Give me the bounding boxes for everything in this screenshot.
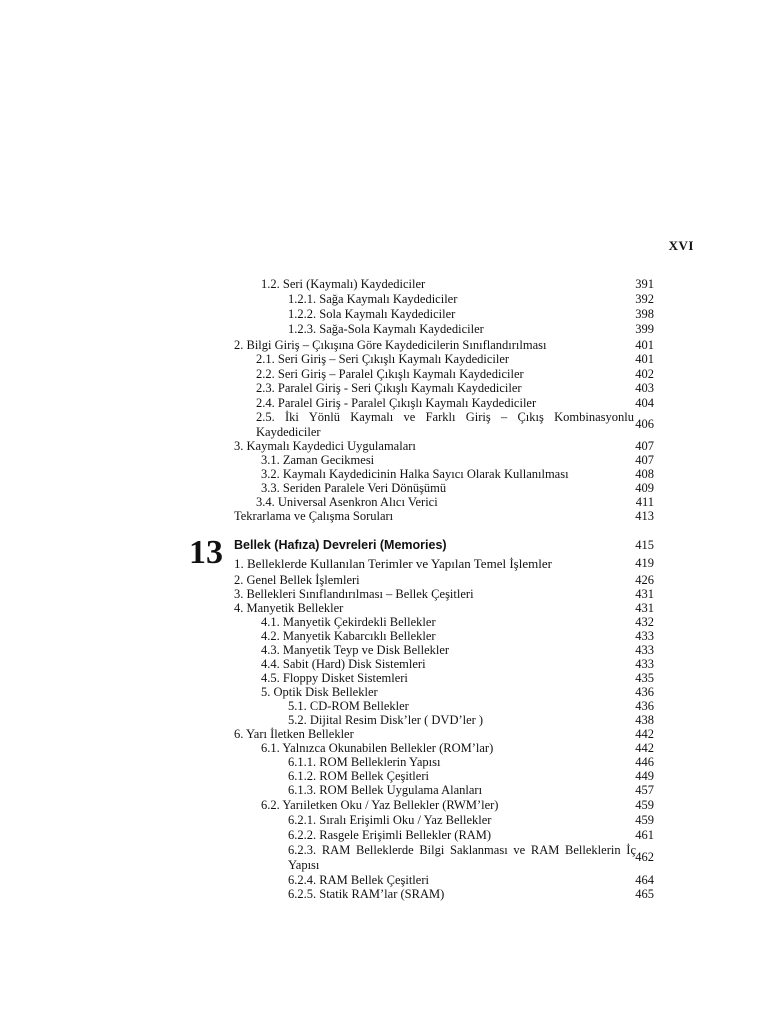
toc-entry xyxy=(0,277,768,292)
page-number: XVI xyxy=(668,238,694,253)
toc-entry-page: 449 xyxy=(635,769,654,783)
toc-entry-title: 6. Yarı İletken Bellekler xyxy=(234,727,354,741)
toc-entry xyxy=(0,657,768,672)
toc-entry xyxy=(0,873,768,888)
toc-entry-title: 6.2.1. Sıralı Erişimli Oku / Yaz Bellekler xyxy=(288,813,492,827)
toc-entry xyxy=(0,783,768,798)
toc-entry-title: 6.2.4. RAM Bellek Çeşitleri xyxy=(288,873,429,887)
chapter-title: Bellek (Hafıza) Devreleri (Memories) xyxy=(234,538,447,552)
toc-entry xyxy=(0,671,768,686)
toc-entry-title: 1.2.2. Sola Kaymalı Kaydediciler xyxy=(288,307,456,321)
toc-entry-page: 392 xyxy=(635,292,654,306)
toc-entry xyxy=(0,509,768,524)
toc-entry-page: 462 xyxy=(635,850,654,864)
toc-entry xyxy=(0,381,768,396)
toc-entry-page: 391 xyxy=(635,277,654,291)
toc-entry xyxy=(0,813,768,828)
toc-entry-page: 442 xyxy=(635,741,654,755)
toc-entry-title: 6.2. Yarıiletken Oku / Yaz Bellekler (RWM’ler) xyxy=(261,798,499,812)
toc-entry xyxy=(0,828,768,843)
toc-entry-title: 1. Belleklerde Kullanılan Terimler ve Yapılan Temel İşlemler xyxy=(234,556,552,571)
toc-entry-title: 2.2. Seri Giriş – Paralel Çıkışlı Kaymalı Kaydediciler xyxy=(256,367,524,381)
toc-entry xyxy=(0,741,768,756)
toc-entry xyxy=(0,685,768,700)
toc-entry-title: 2.3. Paralel Giriş - Seri Çıkışlı Kaymalı Kaydediciler xyxy=(256,381,522,395)
toc-entry-page: 446 xyxy=(635,755,654,769)
toc-entry-title: 4.5. Floppy Disket Sistemleri xyxy=(261,671,408,685)
toc-entry-page: 438 xyxy=(635,713,654,727)
toc-entry-title: 1.2.1. Sağa Kaymalı Kaydediciler xyxy=(288,292,458,306)
toc-entry-title: Tekrarlama ve Çalışma Soruları xyxy=(234,509,394,523)
toc-entry-title: 4. Manyetik Bellekler xyxy=(234,601,344,615)
toc-entry-page: 409 xyxy=(635,481,654,495)
toc-entry-page: 442 xyxy=(635,727,654,741)
toc-entry-page: 433 xyxy=(635,643,654,657)
toc-entry-page: 435 xyxy=(635,671,654,685)
toc-entry-page: 419 xyxy=(635,556,654,570)
toc-entry-title: 2. Bilgi Giriş – Çıkışına Göre Kaydedicilerin Sınıflandırılması xyxy=(234,338,547,352)
toc-entry-title: 6.1.2. ROM Bellek Çeşitleri xyxy=(288,769,429,783)
toc-entry xyxy=(0,292,768,307)
toc-entry xyxy=(0,587,768,602)
toc-entry xyxy=(0,887,768,902)
toc-entry-page: 436 xyxy=(635,699,654,713)
toc-entry-page: 433 xyxy=(635,629,654,643)
toc-entry-title: 2.4. Paralel Giriş - Paralel Çıkışlı Kaymalı Kaydediciler xyxy=(256,396,537,410)
toc-entry-page: 411 xyxy=(635,495,654,509)
toc-entry-page: 401 xyxy=(635,352,654,366)
toc-entry-title: 5. Optik Disk Bellekler xyxy=(261,685,378,699)
toc-entry xyxy=(0,727,768,742)
toc-entry xyxy=(0,573,768,588)
toc-entry xyxy=(0,755,768,770)
toc-entry-page: 408 xyxy=(635,467,654,481)
chapter-title-row xyxy=(0,538,768,553)
toc-entry xyxy=(0,601,768,616)
toc-entry-page: 403 xyxy=(635,381,654,395)
toc-entry-title: 3.4. Universal Asenkron Alıcı Verici xyxy=(256,495,438,509)
toc-entry-page: 407 xyxy=(635,439,654,453)
toc-entry-title: 3. Bellekleri Sınıflandırılması – Bellek Çeşitleri xyxy=(234,587,474,601)
toc-entry xyxy=(0,843,768,873)
toc-entry-page: 432 xyxy=(635,615,654,629)
toc-entry xyxy=(0,322,768,337)
toc-entry-page: 433 xyxy=(635,657,654,671)
toc-entry-title: 3.1. Zaman Gecikmesi xyxy=(261,453,375,467)
toc-entry-page: 399 xyxy=(635,322,654,336)
toc-entry-title: 6.1.3. ROM Bellek Uygulama Alanları xyxy=(288,783,483,797)
toc-entry-title: 2.5. İki Yönlü Kaymalı ve Farklı Giriş – Çıkış Kombinasyonlu Kaydediciler xyxy=(256,410,634,439)
toc-entry-page: 464 xyxy=(635,873,654,887)
toc-entry xyxy=(0,467,768,482)
toc-entry xyxy=(0,481,768,496)
toc-entry-page: 415 xyxy=(635,538,654,552)
toc-entry xyxy=(0,798,768,813)
toc-entry-title: 6.1.1. ROM Belleklerin Yapısı xyxy=(288,755,441,769)
toc-entry-title: 5.1. CD-ROM Bellekler xyxy=(288,699,409,713)
toc-entry-title: 4.1. Manyetik Çekirdekli Bellekler xyxy=(261,615,436,629)
toc-entry-title: 2. Genel Bellek İşlemleri xyxy=(234,573,360,587)
toc-entry-title: 3.3. Seriden Paralele Veri Dönüşümü xyxy=(261,481,447,495)
toc-entry xyxy=(0,352,768,367)
toc-entry-page: 461 xyxy=(635,828,654,842)
toc-entry xyxy=(0,367,768,382)
toc-entry-title: 6.2.5. Statik RAM’lar (SRAM) xyxy=(288,887,445,901)
toc-entry-title: 4.4. Sabit (Hard) Disk Sistemleri xyxy=(261,657,426,671)
toc-entry xyxy=(0,699,768,714)
toc-entry-title: 1.2.3. Sağa-Sola Kaymalı Kaydediciler xyxy=(288,322,484,336)
toc-entry-page: 398 xyxy=(635,307,654,321)
toc-entry-page: 401 xyxy=(635,338,654,352)
toc-entry xyxy=(0,396,768,411)
toc-entry-title: 6.2.3. RAM Belleklerde Bilgi Saklanması ve RAM Belleklerin İç Yapısı xyxy=(288,843,636,872)
toc-entry-title: 2.1. Seri Giriş – Seri Çıkışlı Kaymalı Kaydediciler xyxy=(256,352,510,366)
toc-entry-page: 436 xyxy=(635,685,654,699)
toc-entry xyxy=(0,769,768,784)
toc-entry-page: 431 xyxy=(635,587,654,601)
toc-entry-page: 431 xyxy=(635,601,654,615)
toc-entry-title: 1.2. Seri (Kaymalı) Kaydediciler xyxy=(261,277,426,291)
toc-entry-page: 404 xyxy=(635,396,654,410)
toc-entry-title: 4.2. Manyetik Kabarcıklı Bellekler xyxy=(261,629,436,643)
toc-entry-title: 6.2.2. Rasgele Erişimli Bellekler (RAM) xyxy=(288,828,492,842)
toc-entry-title: 4.3. Manyetik Teyp ve Disk Bellekler xyxy=(261,643,450,657)
toc-entry-page: 406 xyxy=(635,417,654,431)
toc-entry-page: 402 xyxy=(635,367,654,381)
toc-entry xyxy=(0,495,768,510)
toc-entry-page: 413 xyxy=(635,509,654,523)
toc-entry xyxy=(0,439,768,454)
toc-entry xyxy=(0,629,768,644)
toc-entry-page: 426 xyxy=(635,573,654,587)
toc-entry xyxy=(0,556,768,571)
toc-entry-title: 5.2. Dijital Resim Disk’ler ( DVD’ler ) xyxy=(288,713,484,727)
toc-entry xyxy=(0,713,768,728)
toc-entry-title: 3. Kaymalı Kaydedici Uygulamaları xyxy=(234,439,416,453)
toc-entry xyxy=(0,615,768,630)
toc-entry xyxy=(0,338,768,353)
toc-entry-page: 457 xyxy=(635,783,654,797)
toc-entry xyxy=(0,453,768,468)
toc-entry xyxy=(0,410,768,440)
toc-entry-page: 465 xyxy=(635,887,654,901)
toc-entry-page: 407 xyxy=(635,453,654,467)
chapter-number: 13 xyxy=(189,534,223,571)
toc-entry xyxy=(0,643,768,658)
toc-entry-title: 6.1. Yalnızca Okunabilen Bellekler (ROM’lar) xyxy=(261,741,494,755)
toc-entry-page: 459 xyxy=(635,813,654,827)
toc-entry-page: 459 xyxy=(635,798,654,812)
toc-entry xyxy=(0,307,768,322)
toc-entry-title: 3.2. Kaymalı Kaydedicinin Halka Sayıcı Olarak Kullanılması xyxy=(261,467,569,481)
